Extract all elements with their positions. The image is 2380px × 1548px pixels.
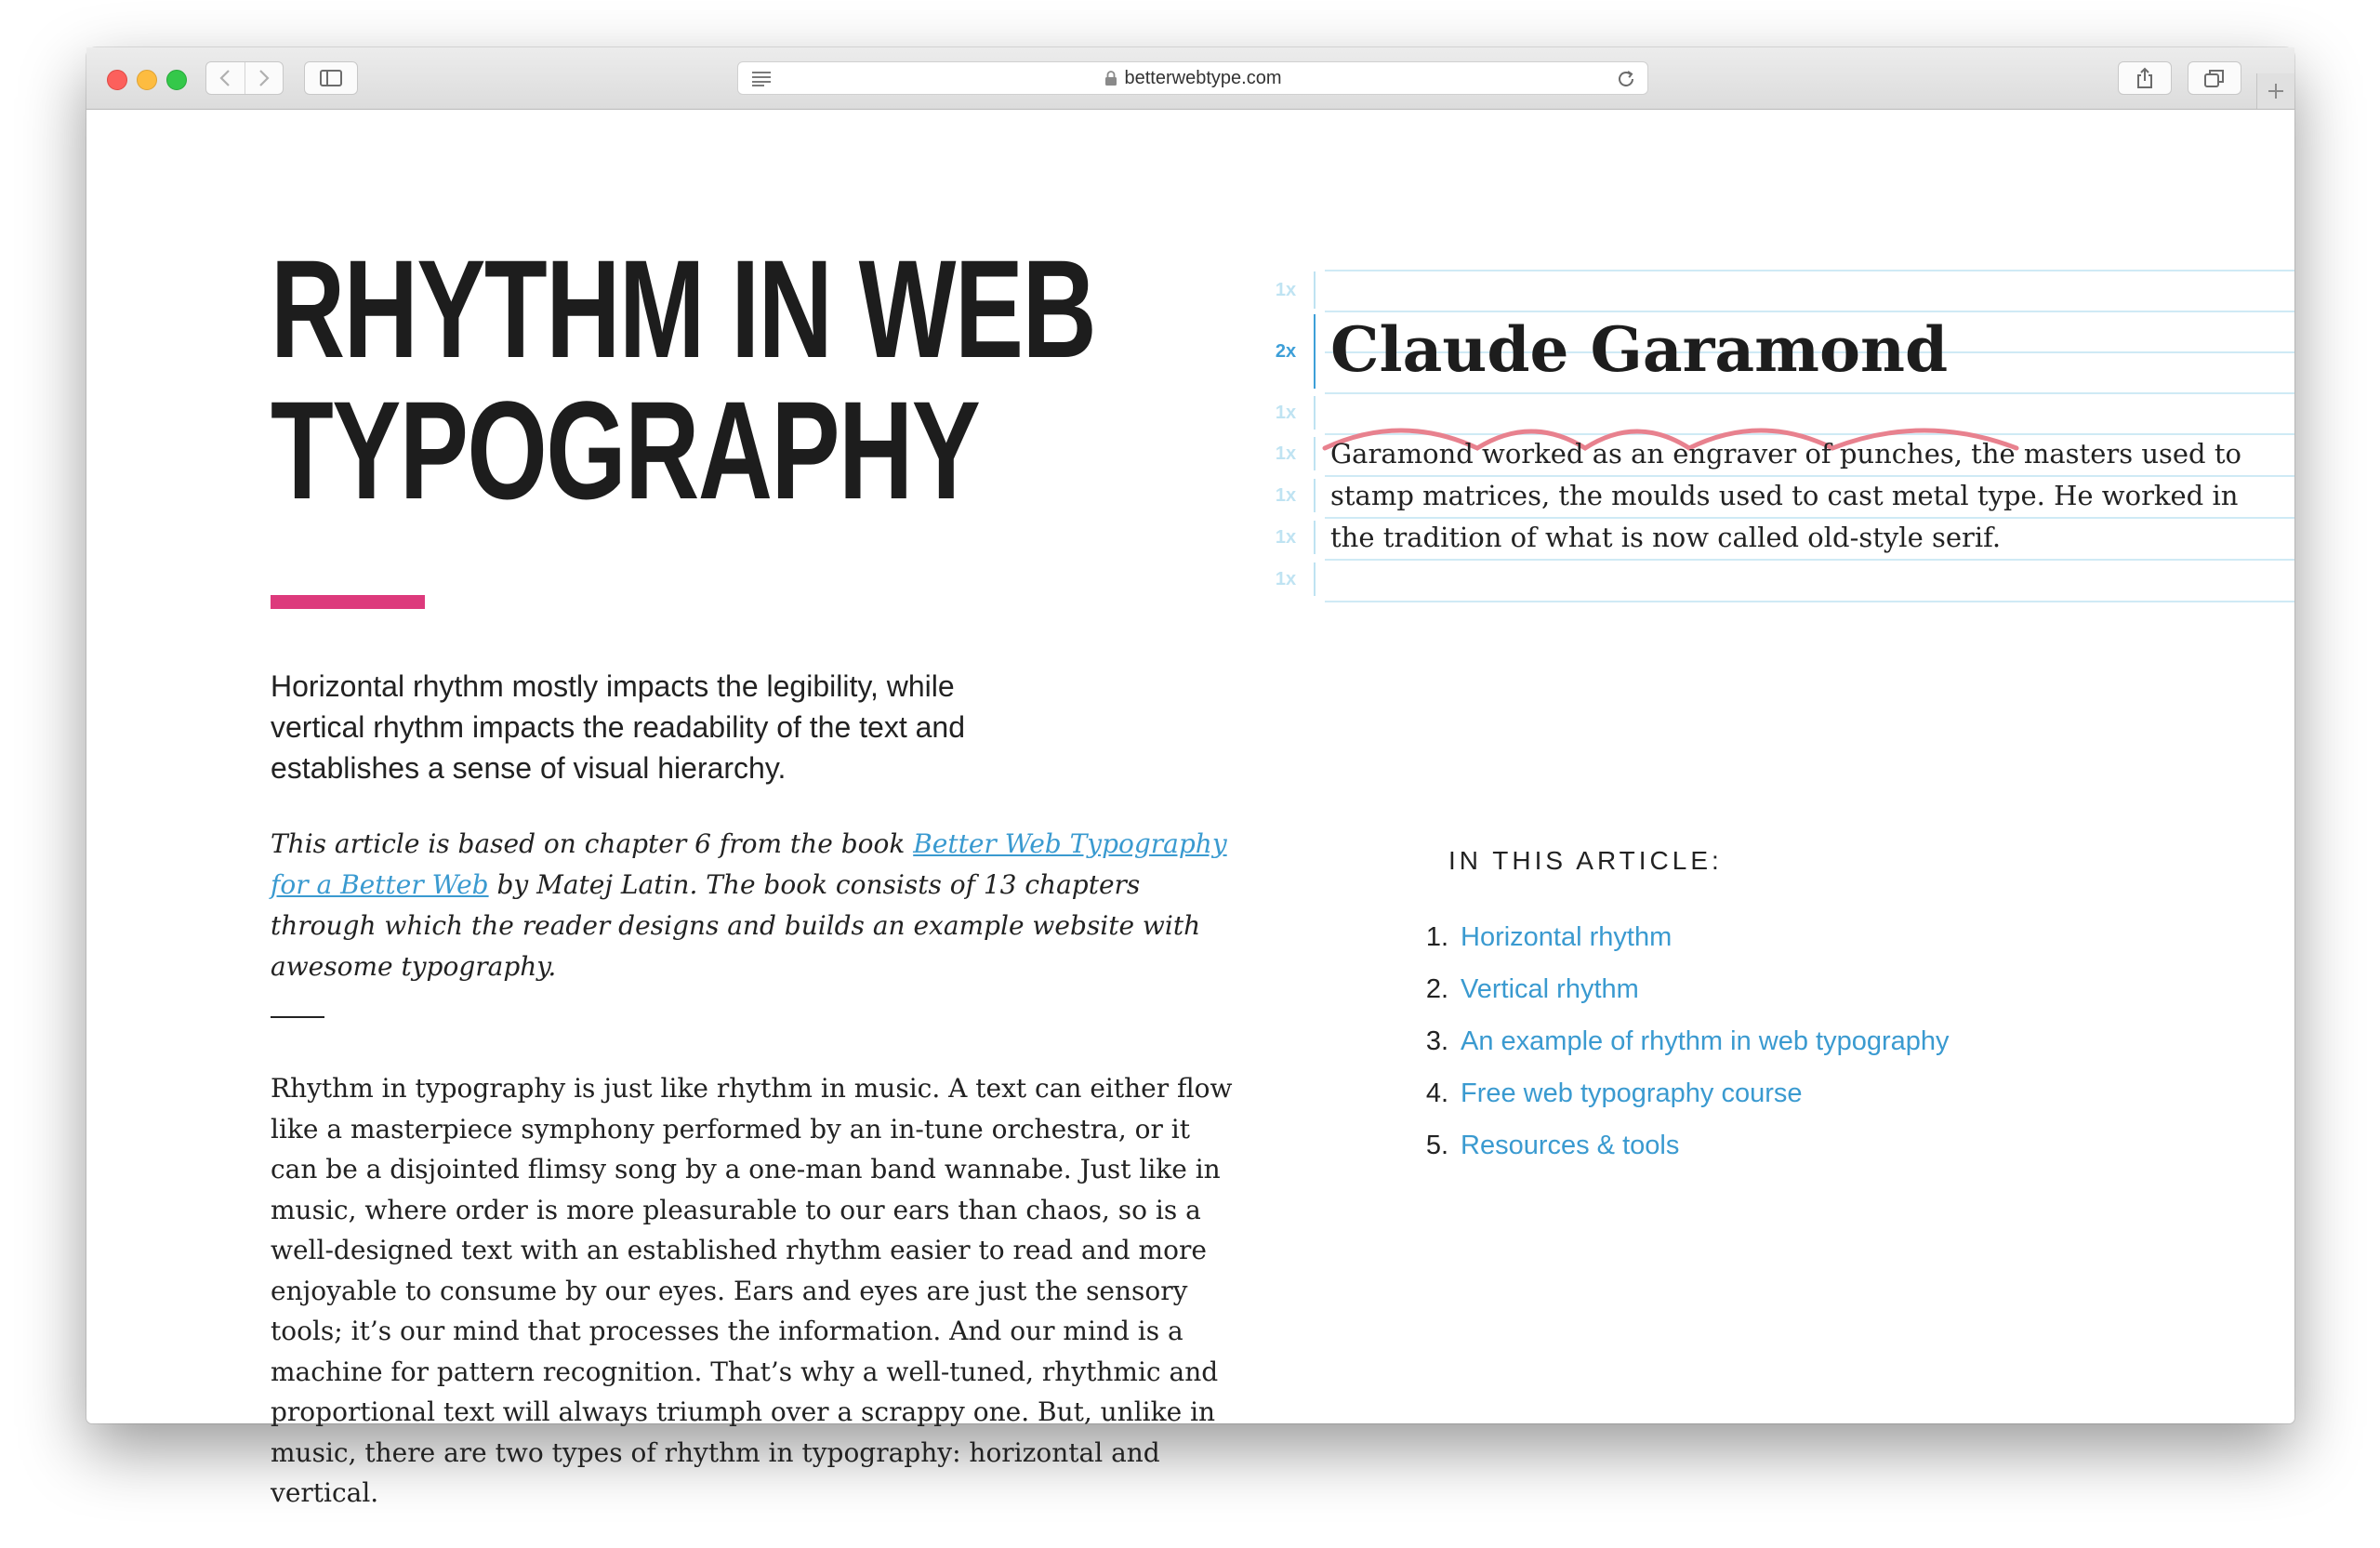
grid-tick: [1314, 314, 1316, 389]
toc-item: [1407, 911, 1950, 963]
tabs-icon: [2204, 69, 2225, 87]
address-bar[interactable]: [737, 61, 1648, 95]
toc-link-example[interactable]: An example of rhythm in web typography: [1461, 1025, 1950, 1056]
url-text: betterwebtype.com: [1124, 67, 1282, 88]
toc-link-horizontal-rhythm[interactable]: Horizontal rhythm: [1461, 921, 1673, 952]
page-content: [86, 110, 2294, 1508]
show-tabs-button[interactable]: [2188, 61, 2241, 95]
title-line-2: TYPOGRAPHY: [271, 372, 980, 528]
sidebar-icon: [320, 70, 342, 86]
share-button[interactable]: [2118, 61, 2172, 95]
reload-button[interactable]: [1616, 69, 1636, 94]
grid-multiplier: 1x: [1275, 569, 1297, 589]
lede-paragraph: Horizontal rhythm mostly impacts the legibility, while vertical rhythm impacts the readability of the text and establishes a sense of visual hierarchy.: [271, 669, 966, 785]
grid-tick: [1314, 479, 1316, 512]
baseline-grid-line: [1325, 392, 2294, 394]
grid-multiplier: 1x: [1275, 527, 1297, 548]
title-line-1: RHYTHM IN WEB: [271, 231, 1096, 387]
plus-icon: [2268, 83, 2284, 99]
book-link[interactable]: Better Web Typography for a Better Web: [271, 828, 1227, 900]
note-text-end: by Matej Latin. The book consists of 13 chapters through which the reader designs and builds an example website with awesome typography.: [271, 869, 1201, 982]
chevron-left-icon: [219, 69, 231, 87]
grid-tick: [1314, 437, 1316, 470]
note-text-start: This article is based on chapter 6 from the book: [271, 828, 914, 859]
grid-multiplier: 1x: [1275, 280, 1297, 300]
lock-icon: [1104, 71, 1117, 86]
demo-heading: Claude Garamond: [1330, 313, 1949, 386]
share-icon: [2135, 67, 2154, 89]
forward-button[interactable]: [245, 62, 284, 94]
grid-multiplier: 2x: [1275, 341, 1297, 362]
demo-paragraph: Garamond worked as an engraver of punches, the masters used to stamp matrices, the moulds used to cast metal type. He worked in the tradition of what is now called old-style serif.: [1330, 438, 2241, 553]
toc-number: 4.: [1425, 1078, 1448, 1108]
toc-number: 2.: [1425, 973, 1448, 1004]
minimize-window-button[interactable]: [137, 70, 157, 90]
back-button[interactable]: [206, 62, 245, 94]
vertical-rhythm-demo: [1267, 258, 2294, 630]
grid-multiplier: 1x: [1275, 485, 1297, 506]
baseline-grid-line: [1325, 559, 2294, 561]
grid-tick: [1314, 521, 1316, 554]
zoom-window-button[interactable]: [166, 70, 187, 90]
intro-paragraph: Rhythm in typography is just like rhythm in music. A text can either flow like a masterpiece symphony performed by an in-tune orchestra, or it can be a disjointed flimsy song by a one-man band wannabe. Just like in music, where order is more pleasurable to our ears than chaos, so is a well-designed text with an established rhythm easier to read and more enjoyable to consume by our eyes. Ears and eyes are just the sensory tools; it’s our mind that processes the information. And our mind is a machine for pattern recognition. That’s why a well-tuned, rhythmic and proportional text will always triumph over a scrappy one. But, unlike in music, there are two types of rhythm in typography: horizontal and vertical.: [271, 1073, 1233, 1508]
table-of-contents: [1407, 911, 1950, 1171]
toc-link-vertical-rhythm[interactable]: Vertical rhythm: [1461, 973, 1639, 1004]
grid-multiplier: 1x: [1275, 403, 1297, 423]
toc-item: [1407, 1067, 1950, 1119]
toc-number: 1.: [1425, 921, 1448, 952]
grid-tick: [1314, 562, 1316, 596]
browser-window: [86, 47, 2294, 1508]
new-tab-button[interactable]: [2256, 73, 2294, 109]
article-title: [271, 231, 1096, 528]
toc-number: 3.: [1425, 1025, 1448, 1056]
url-display[interactable]: [738, 62, 1647, 94]
sidebar-button[interactable]: [304, 61, 358, 95]
toc-item: [1407, 1119, 1950, 1171]
book-note: [271, 824, 1228, 987]
accent-bar: [271, 595, 425, 609]
toc-title: IN THIS ARTICLE:: [1448, 846, 1723, 875]
grid-tick: [1314, 396, 1316, 430]
section-divider: [271, 1016, 324, 1018]
chevron-right-icon: [258, 69, 270, 87]
toc-item: [1407, 963, 1950, 1015]
nav-buttons: [205, 61, 284, 95]
toc-link-course[interactable]: Free web typography course: [1461, 1078, 1803, 1108]
baseline-grid-line: [1325, 270, 2294, 271]
browser-toolbar: [86, 47, 2294, 110]
grid-tick: [1314, 271, 1316, 309]
toc-number: 5.: [1425, 1130, 1448, 1160]
baseline-grid-line: [1325, 601, 2294, 602]
toc-link-resources[interactable]: Resources & tools: [1461, 1130, 1680, 1160]
toc-item: [1407, 1015, 1950, 1067]
close-window-button[interactable]: [107, 70, 127, 90]
grid-multiplier: 1x: [1275, 443, 1297, 464]
reload-icon: [1616, 69, 1636, 89]
